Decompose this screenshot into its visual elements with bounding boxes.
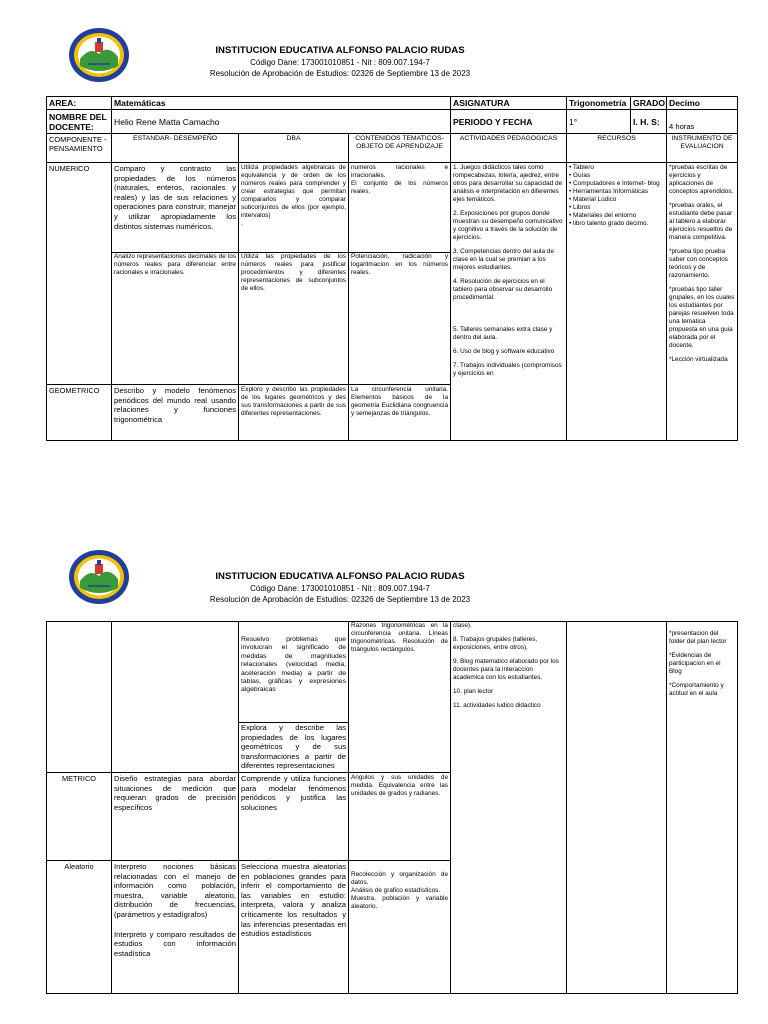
geometrico-estandar: Describo y modelo fenómenos periódicos del mundo real usando relaciones y funciones trigonométrica [112,385,239,441]
col-header-instrumento: INSTRUMENTO DE EVALUACION [667,134,738,163]
instrumento-1: *pruebas escritas de ejercicios y aplicaciones de conceptos aprendidos. [669,164,734,195]
aleatorio-contenido-3: Muestra, población y variable aleatorio. [351,894,448,910]
grado-label: GRADO [631,97,667,110]
aleatorio-contenido-1: Recolección y organización de datos. [351,870,448,886]
instrumento-4: *pruebas tipo taller grupales, en los cuales los estudiantes por parejas resuelven toda una tematica propuesta en una guia elaborada por el docente. [669,286,735,349]
recurso-item: • Materiales del entorno [569,212,637,219]
aleatorio-estandar-cell [112,860,239,993]
empty-estandar-cell [112,622,239,773]
col-header-estandar: ESTANDAR- DESEMPEÑO [112,134,239,163]
metrico-contenidos: Angulos y sus unidades de medida. Equivalencia entre las unidades de grados y radianes. [349,772,451,860]
asignatura-label: ASIGNATURA [451,97,567,110]
resolution-text: Resolución de Aprobación de Estudios: 02326 de Septiembre 13 de 2023 [209,595,471,604]
actividad-4: 4. Resolución de ejercicios en el tablero para observar su desarrollo procedimental. [453,278,553,301]
numerico-dba-1b: . [241,220,243,227]
component-aleatorio: Aleatorio [47,860,112,993]
row1-dba-1: Resuelvo problemas que involucran el significado de medidas de magnitudes relacionales (velocidad media, aceleración media) a partir de tablas, gráficas y expresiones algebraicas [241,636,346,694]
grado-value: Decimo [667,97,738,110]
component-geometrico: GEOMETRICO [47,385,112,441]
dane-code: Código Dane: 173001010851 - Nit : 809.007.194-7 [250,584,430,593]
actividad-7: 7. Trabajos individuales (compromisos y ejercicios en [453,362,562,377]
recursos-cell-2 [567,622,667,994]
docente-label: NOMBRE DEL DOCENTE: [47,110,112,134]
asignatura-value: Trigonometría [567,97,631,110]
col-header-contenidos: CONTENIDOS TEMATICOS- OBJETO DE APRENDIZAJE [349,134,451,163]
actividad-3: 3. Competencias dentro del aula de clase en la cual se premian a los mejores estudiantes. [453,248,554,271]
aleatorio-contenidos-cell [349,860,451,993]
recurso-item: • Computadores e Internet- blog [569,180,660,187]
school-logo [68,548,130,606]
numerico-contenido-1b: El conjunto de los números reales. [351,180,449,195]
instrumento-3: *prueba tipo prueba saber con conceptos teóricos y de razonamiento. [669,248,728,279]
numerico-estandar-2: Analizo representaciones decimales de los números reales para diferenciar entre racionales e irracionales. [114,253,236,276]
geometrico-contenidos: La circunferencia unitaria. Elementos básicos de la geometria Euclidiana congruencia y semejanzas de triángulos. [349,385,451,441]
aleatorio-estandar-2: Interpreto y comparo resultados de estudios con información estadística [114,929,236,958]
recurso-item: • Guías [569,172,591,179]
actividad-11: 11. actividades ludico didactico [453,702,541,709]
metrico-dba: Comprende y utiliza funciones para modelar fenómenos periódicos y justifica las soluciones [239,772,349,860]
instrumento-8: *Comportamiento y actitud en el aula [669,682,724,697]
recurso-item: • Tablero [569,164,594,171]
recurso-item: • Herramientas Informáticas [569,188,648,195]
col-header-actividades: ACTIVIDADES PEDAGOGICAS [451,134,567,163]
numerico-contenido-2: Potenciación, radicación y logaritmacion en los números reales. [351,253,449,276]
numerico-dba-2: Utiliza las propiedades de los números reales para justificar procedimientos y diferentes representaciones de subconjuntos de ellos. [241,253,346,292]
area-value: Matemáticas [112,97,451,110]
periodo-label: PERIODO Y FECHA [451,110,567,134]
actividad-5: 5. Talleres semanales extra clase y dentro del aula. [453,326,553,341]
row1-contenidos: Razones trigonométricas en la circunferencia unitaria. Líneas trigonométricas. Resolución de triángulos rectángulos. [349,622,451,773]
geometrico-dba: Exploro y describo las propiedades de los lugares geométricos y des sus transformaciones a partir de sus diferentes representaciones. [239,385,349,441]
ihs-label: I. H. S: [631,110,667,134]
actividad-1: 1. Juegos didácticos tales como rompecabezas, lotería, ajedrez, entre otros para desarrollar su capacidad de análisis e interpretación en diferentes ejes temáticos. [453,164,563,203]
actividad-2: 2. Exposiciones por grupos donde muestran su desempeño comunicativo y cognitivo a través de la solución de ejercicios. [453,210,563,241]
recurso-item: • libro talento grado decimo. [569,220,649,227]
col-header-recursos: RECURSOS [567,134,667,163]
numerico-estandar-1: Comparo y contrasto las propiedades de los números (naturales, enteros, racionales y reales) y las de sus relaciones y operaciones para construir, manejar y utilizar apropiadamente los distintos sistemas numéricos. [114,164,236,231]
institution-name: INSTITUCION EDUCATIVA ALFONSO PALACIO RUDAS [215,45,465,56]
instrumentos-cell-2 [667,622,738,994]
aleatorio-dba: Selecciona muestra aleatorias en poblaciones grandes para inferir el comportamiento de las variables en estudio: interpreta, valora y analiza críticamente los resultados y las inferencias presentadas en estudios estadísticos [239,860,349,993]
ihs-value: 4 horas [667,110,738,134]
actividad-cont: clase). [453,622,472,629]
row1-dba-cell [239,622,349,773]
institution-name: INSTITUCION EDUCATIVA ALFONSO PALACIO RUDAS [215,571,465,582]
numerico-dba-1: Utiliza propiedades algebraicas de equivalencia y de orden de los números reales para comprender y crear estrategias que permitan compararlos y comparar subconjuntos de ellos (por ejemplo, intervalos) [241,164,346,219]
col-header-componente: COMPONENTE - PENSAMIENTO [47,134,112,163]
empty-component-cell [47,622,112,773]
curriculum-table-2 [46,621,738,994]
actividades-cell-2 [451,622,567,994]
instrumento-6: *presentacion del folder del plan lector [669,630,727,645]
actividad-6: 6. Uso de blog y software educativo [453,348,555,355]
aleatorio-contenido-2: Análisis de grafico estadísticos. [351,886,441,894]
recurso-item: • Libros [569,204,591,211]
actividad-9: 9. Blog matematico elaborado por los docentes para la interaccion academica con los estudiantes. [453,658,559,681]
numerico-contenido-1: numeros racionales e irracionales. [351,164,449,179]
recurso-item: • Material Lúdico [569,196,617,203]
instrumento-5: *Lección virtualizada [669,356,728,363]
instrumento-7: *Evidencias de participacion en el Blog [669,652,721,675]
row1-dba-2: Explora y describe las propiedades de los lugares geométricos y de sus transformaciones a partir de diferentes representaciones [241,723,346,771]
resolution-text: Resolución de Aprobación de Estudios: 02326 de Septiembre 13 de 2023 [209,69,471,78]
component-metrico: METRICO [47,772,112,860]
document-header [140,571,540,605]
aleatorio-estandar-1: Interpreto nociones básicas relacionadas con el manejo de información como población, muestra, variable aleatorio, distribución de frecuencias, (parámetros y estadígrafos) [114,861,236,919]
periodo-value: 1° [567,110,631,134]
instrumento-2: *pruebas orales, el estudiante debe pasar al tablero a elaborar ejercicios resueltos de manera competitiva. [669,202,733,241]
docente-value: Helio Rene Matta Camacho [112,110,451,134]
metrico-estandar: Diseño estrategias para abordar situaciones de medición que requieran grados de precisión específicos [112,772,239,860]
dane-code: Código Dane: 173001010851 - Nit : 809.007.194-7 [250,58,430,67]
actividad-8: 8. Trabajos grupales (talleres, exposiciones, entre otros). [453,636,538,651]
col-header-dba: DBA [239,134,349,163]
area-label: AREA: [47,97,112,110]
actividad-10: 10. plan lector [453,688,494,695]
component-numerico: NUMERICO [47,163,112,385]
